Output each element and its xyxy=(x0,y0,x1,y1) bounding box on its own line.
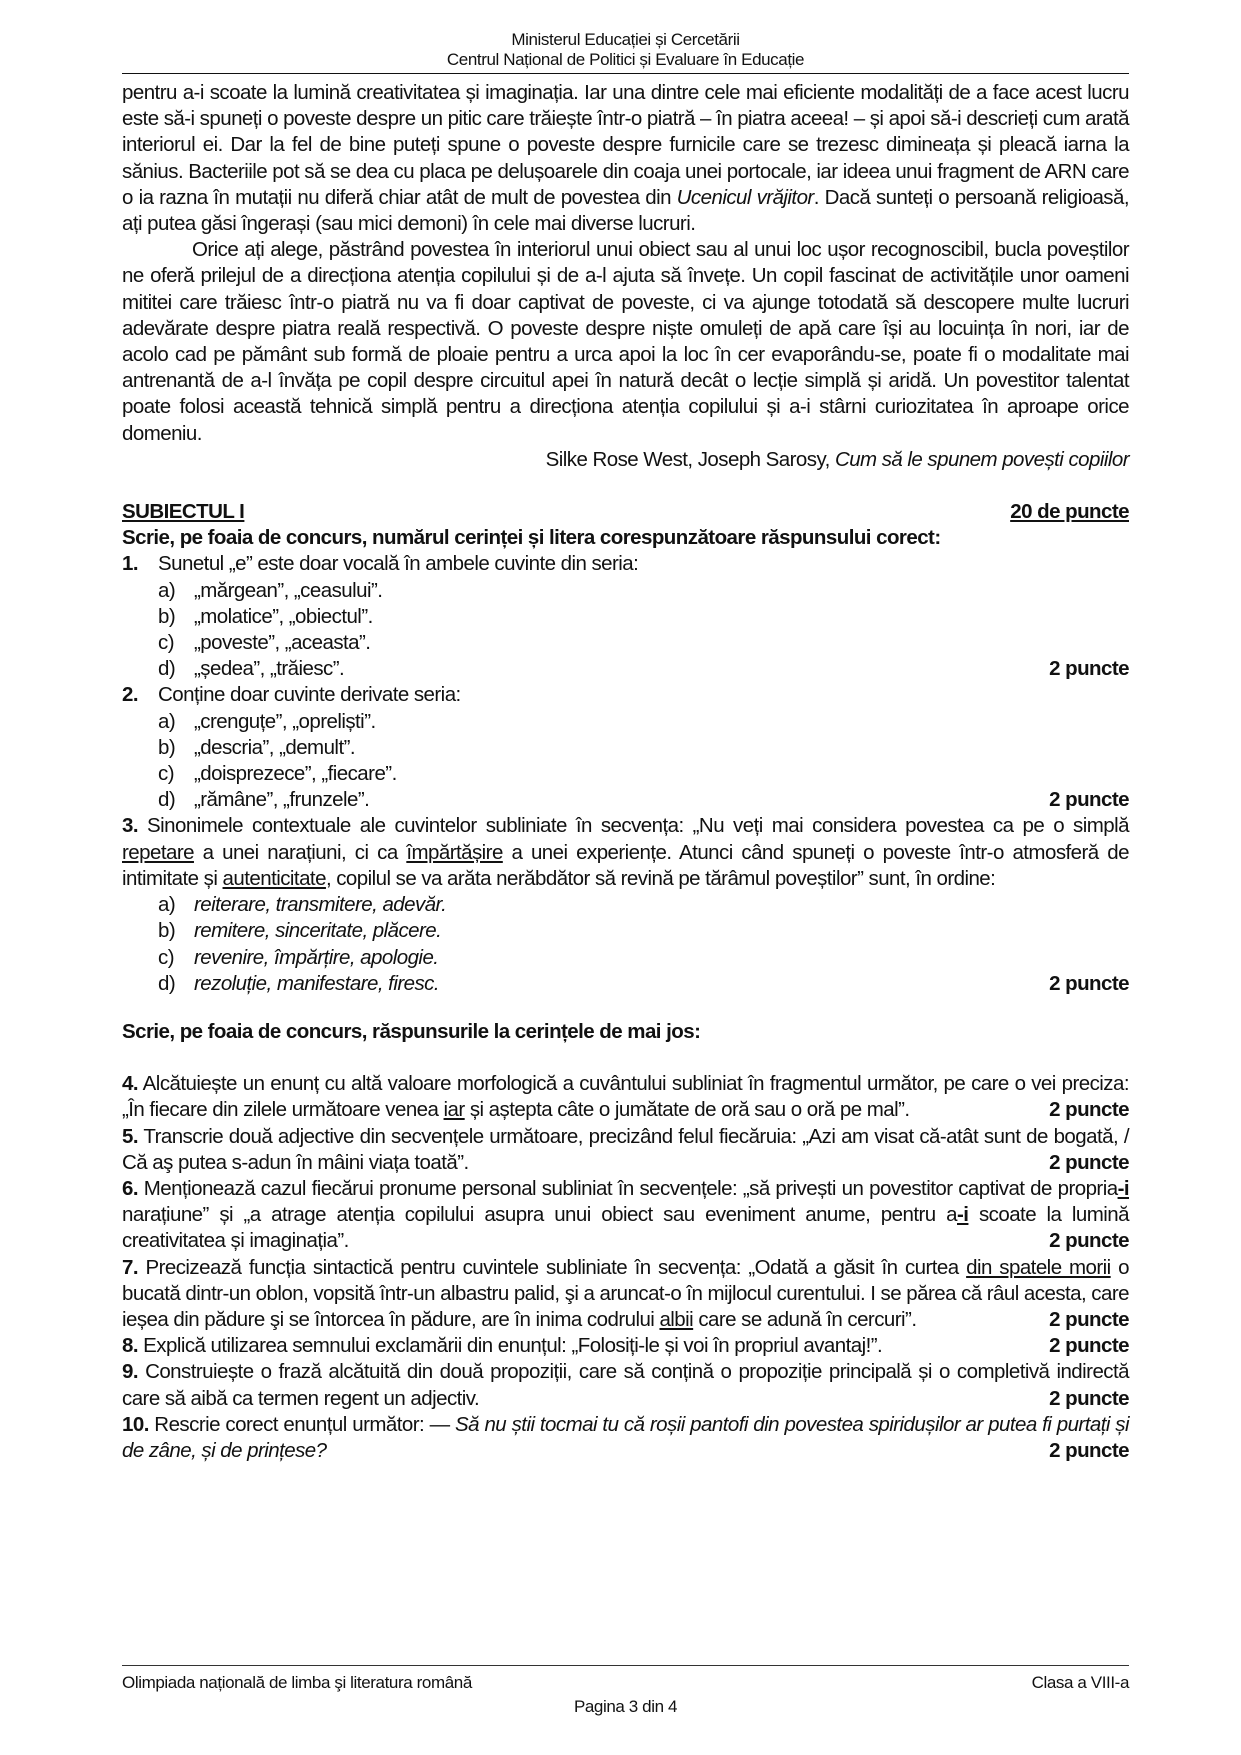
text-segment: o bucată dintr-un oblon, vopsită într-un albastru palid, şi a aruncat-o în mijlocul curentului. I se părea că râul acesta, care ieșea din pădure şi se întorcea în pădure, are în inima codrului xyxy=(122,1255,1129,1331)
option-letter: c) xyxy=(158,631,174,655)
option-d xyxy=(158,971,1129,997)
option-text: „molatice”, „obiectul”. xyxy=(194,604,373,628)
option-text: „doisprezece”, „fiecare”. xyxy=(194,762,397,786)
paragraph-2: Orice ați alege, păstrând povestea în interiorul unui obiect sau al unui loc ușor recognoscibil, bucla poveștilor ne oferă prilejul de a direcționa atenția copilului și de a-l ajuta să învețe. Un copil fascinat de activitățile unor oameni mititei care trăiesc într-o piatră nu va fi doar captivat de poveste, ci va ajunge totodată să descopere multe lucruri adevărate despre piatra reală respectivă. O poveste despre niște omuleți de apă care își au locuința în nori, iar de acolo cad pe pământ sub formă de ploaie pentru a urca apoi la loc în cer evaporându-se, poate fi o modalitate mai antrenantă de a-l învăța pe copil despre circuitul apei în natură decât o lecție simplă și aridă. Un povestitor talentat poate folosi această tehnică simplă pentru a direcționa atenția copilului și a-i stârni curiozitatea în aproape orice domeniu. xyxy=(122,238,1129,445)
option-letter: c) xyxy=(158,762,174,786)
source-citation xyxy=(122,447,1129,473)
option-text: „descria”, „demult”. xyxy=(194,735,356,759)
question-text xyxy=(122,813,1129,892)
question-text: Sunetul „e” este doar vocală în ambele cuvinte din seria: xyxy=(158,552,639,576)
option-letter: c) xyxy=(158,945,174,969)
question-number: 6. xyxy=(122,1176,138,1200)
text-segment: , copilul se va arăta nerăbdător să revină pe tărâmul poveștilor” sunt, în ordine: xyxy=(325,866,996,890)
paragraph-1 xyxy=(122,80,1129,237)
instruction-multiple-choice: Scrie, pe foaia de concurs, numărul cerinței și litera corespunzătoare răspunsului corect: xyxy=(122,526,941,550)
option-b xyxy=(158,604,1129,630)
option-text: remitere, sinceritate, plăcere. xyxy=(194,919,442,943)
text-segment: a unei narațiuni, ci ca xyxy=(193,840,407,864)
text-segment: scoate la lumină creativitatea și imaginația”. xyxy=(122,1203,1129,1253)
text-segment: Sinonimele contextuale ale cuvintelor subliniate în secvența: „Nu veți mai considera povestea ca pe o simplă xyxy=(138,814,1129,838)
question-number: 1. xyxy=(122,552,138,576)
question-9 xyxy=(122,1359,1129,1411)
text-segment: Rescrie corect enunțul următor: — xyxy=(148,1412,456,1436)
option-text: „rămâne”, „frunzele”. xyxy=(194,788,370,812)
option-d xyxy=(158,787,1129,813)
option-c xyxy=(158,761,1129,787)
option-letter: d) xyxy=(158,657,176,681)
option-b xyxy=(158,918,1129,944)
option-letter: a) xyxy=(158,709,176,733)
question-points: 2 puncte xyxy=(1049,788,1129,812)
option-c xyxy=(158,630,1129,656)
underlined-pronoun: -i xyxy=(957,1203,969,1227)
question-points: 2 puncte xyxy=(1049,1307,1129,1331)
header-center: Centrul Național de Politici și Evaluare în Educație xyxy=(446,50,805,69)
question-4 xyxy=(122,1071,1129,1123)
question-text: Conține doar cuvinte derivate seria: xyxy=(158,683,461,707)
question-text xyxy=(122,1071,1129,1123)
paragraph-1-end: . Dacă sunteți o persoană religioasă, ați putea găsi îngerași (sau mici demoni) în cele mai diverse lucruri. xyxy=(122,185,1129,236)
underlined-word: împărtășire xyxy=(406,840,503,864)
header-ministry: Ministerul Educației și Cercetării xyxy=(511,30,740,49)
option-letter: a) xyxy=(158,893,176,917)
underlined-word: repetare xyxy=(122,840,194,864)
question-3 xyxy=(122,813,1129,996)
question-points: 2 puncte xyxy=(1049,1098,1129,1122)
option-letter: b) xyxy=(158,735,176,759)
question-number: 10. xyxy=(122,1412,149,1436)
question-points: 2 puncte xyxy=(1049,1386,1129,1410)
option-text: „poveste”, „aceasta”. xyxy=(194,631,371,655)
text-segment: Explică utilizarea semnului exclamării din enunțul: „Folosiți-le și voi în propriul avantaj!”. xyxy=(138,1334,883,1358)
question-10 xyxy=(122,1412,1129,1464)
question-points: 2 puncte xyxy=(1049,1438,1129,1462)
book-title: Ucenicul vrăjitor xyxy=(676,185,814,209)
page-header xyxy=(122,30,1129,70)
text-segment: narațiune” și „a atrage atenția copilului asupra unui obiect sau eveniment anume, pentru a xyxy=(122,1203,957,1227)
question-number: 8. xyxy=(122,1334,138,1358)
question-number: 4. xyxy=(122,1072,138,1096)
text-segment: Alcătuiește un enunț cu altă valoare morfologică a cuvântului subliniat în fragmentul următor, pe care o vei preciza: „În fiecare din zilele următoare venea xyxy=(122,1072,1129,1122)
underlined-phrase: din spatele morii xyxy=(966,1255,1111,1279)
text-segment: și aștepta câte o jumătate de oră sau o oră pe mal”. xyxy=(464,1098,910,1122)
footer-olympiad: Olimpiada națională de limba şi literatura română xyxy=(122,1673,472,1692)
question-number: 7. xyxy=(122,1255,138,1279)
question-points: 2 puncte xyxy=(1049,1150,1129,1174)
question-1 xyxy=(122,551,1129,682)
option-letter: b) xyxy=(158,919,176,943)
question-2 xyxy=(122,682,1129,813)
question-text xyxy=(122,1412,1129,1464)
option-a xyxy=(158,892,1129,918)
subject-points: 20 de puncte xyxy=(1010,500,1129,524)
question-text xyxy=(122,1255,1129,1334)
option-a xyxy=(158,709,1129,735)
text-segment: Transcrie două adjective din secvențele următoare, precizând felul fiecăruia: „Azi am visat că-atât sunt de bogată, / Că aş putea s-adun în mâini viața toată”. xyxy=(122,1124,1129,1174)
sentence-to-correct: Să nu știi tocmai tu că roșii pantofi din povestea spiridușilor ar putea fi purtați și de zâne, și de prințese? xyxy=(122,1412,1130,1462)
question-text xyxy=(122,1176,1129,1255)
subject-title: SUBIECTUL I xyxy=(122,500,245,524)
option-letter: b) xyxy=(158,604,176,628)
question-7 xyxy=(122,1255,1129,1334)
question-8 xyxy=(122,1333,1129,1359)
paragraph-1-text: pentru a-i scoate la lumină creativitatea și imaginația. Iar una dintre cele mai eficiente modalități de a face acest lucru este să-i spuneți o poveste despre un pitic care trăiește într-o piatră – în piatra aceea! – și apoi să-i descrieți cum arată interiorul ei. Dar la fel de bine puteți spune o poveste despre furnicile care se trezesc dimineața și pleacă iarna la sănius. Bacteriile pot să se dea cu placa pe delușoarele din coaja unei portocale, iar ideea unui fragment de ARN care o ia razna în mutații nu diferă chiar atât de mult de povestea din xyxy=(122,81,1129,209)
question-5 xyxy=(122,1124,1129,1176)
option-letter: a) xyxy=(158,578,176,602)
question-points: 2 puncte xyxy=(1049,1229,1129,1253)
question-number: 2. xyxy=(122,683,138,707)
instruction-open-answers: Scrie, pe foaia de concurs, răspunsurile la cerințele de mai jos: xyxy=(122,1019,701,1043)
option-letter: d) xyxy=(158,788,176,812)
underlined-word: iar xyxy=(443,1098,465,1122)
question-6 xyxy=(122,1176,1129,1255)
text-segment: Precizează funcția sintactică pentru cuvintele subliniate în secvența: „Odată a găsit în curtea xyxy=(138,1255,967,1279)
question-points: 2 puncte xyxy=(1049,971,1129,995)
footer-rule xyxy=(122,1665,1129,1666)
option-letter: d) xyxy=(158,971,176,995)
question-points: 2 puncte xyxy=(1049,657,1129,681)
question-number: 9. xyxy=(122,1360,138,1384)
option-c xyxy=(158,945,1129,971)
question-text xyxy=(122,1359,1129,1411)
text-segment: care se adună în cercuri”. xyxy=(693,1307,917,1331)
subject-heading xyxy=(122,499,1129,525)
document-body xyxy=(122,80,1129,1464)
footer-class: Clasa a VIII-a xyxy=(1031,1673,1129,1692)
option-text: reiterare, transmitere, adevăr. xyxy=(194,893,447,917)
question-text xyxy=(122,1333,882,1359)
option-b xyxy=(158,735,1129,761)
option-d xyxy=(158,656,1129,682)
header-rule xyxy=(122,73,1129,74)
option-text: „crenguțe”, „opreliști”. xyxy=(194,709,376,733)
option-text: „ședea”, „trăiesc”. xyxy=(194,657,345,681)
underlined-word: albii xyxy=(659,1307,694,1331)
text-segment: a unei experiențe. Atunci când spuneți o poveste într-o atmosferă de intimitate și xyxy=(122,840,1129,890)
question-number: 3. xyxy=(122,814,138,838)
question-number: 5. xyxy=(122,1124,138,1148)
underlined-word: autenticitate xyxy=(222,866,326,890)
source-authors: Silke Rose West, Joseph Sarosy, xyxy=(545,447,835,471)
option-text: „mărgean”, „ceasului”. xyxy=(194,578,383,602)
page-footer xyxy=(122,1673,1129,1717)
text-segment: Construiește o frază alcătuită din două propoziții, care să conțină o propoziție principală și o completivă indirectă care să aibă ca termen regent un adjectiv. xyxy=(122,1360,1129,1410)
option-text: revenire, împărțire, apologie. xyxy=(194,945,439,969)
underlined-pronoun: -i xyxy=(1117,1176,1129,1200)
question-points: 2 puncte xyxy=(1049,1334,1129,1358)
text-segment: Menționează cazul fiecărui pronume personal subliniat în secvențele: „să privești un povestitor captivat de propria xyxy=(138,1176,1118,1200)
option-text: rezoluție, manifestare, firesc. xyxy=(194,971,439,995)
question-text xyxy=(122,1124,1129,1176)
source-title: Cum să le spunem povești copiilor xyxy=(834,447,1129,471)
page-number: Pagina 3 din 4 xyxy=(573,1697,678,1716)
option-a xyxy=(158,578,1129,604)
